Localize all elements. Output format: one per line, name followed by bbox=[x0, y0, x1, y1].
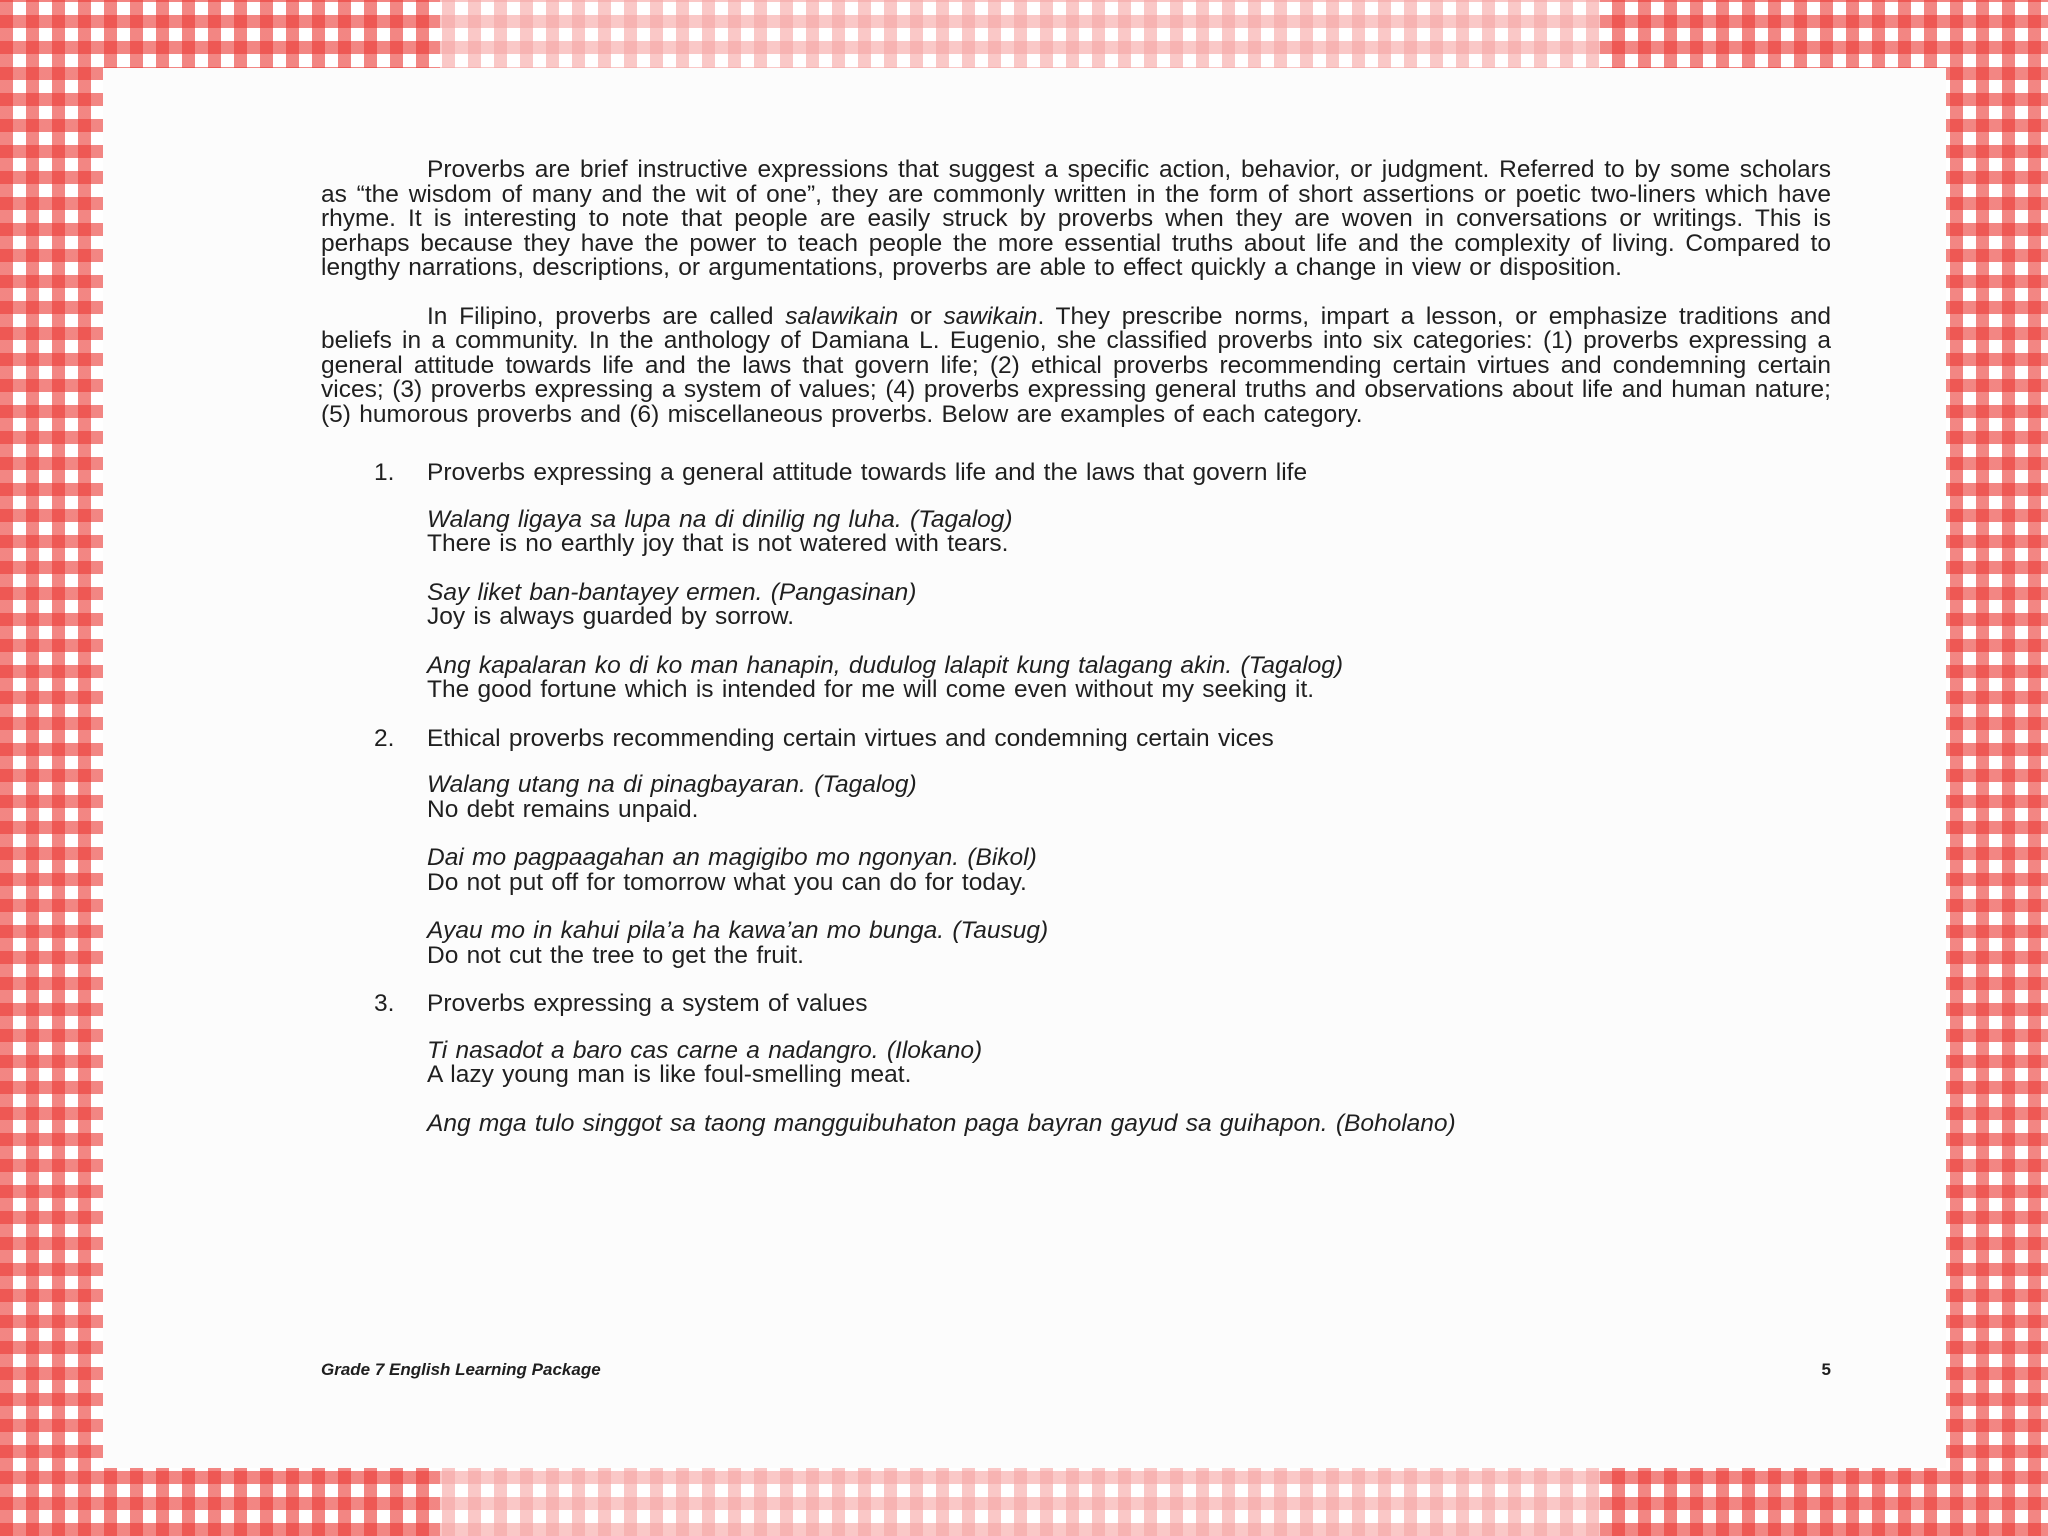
proverb-example bbox=[321, 1036, 1831, 1088]
proverb-example bbox=[321, 773, 1831, 822]
proverb-translation: Do not cut the tree to get the fruit. bbox=[427, 941, 804, 969]
proverb-translation: Joy is always guarded by sorrow. bbox=[427, 603, 794, 630]
category-title: Proverbs expressing a system of values bbox=[427, 990, 868, 1017]
paragraph-text: . They prescribe norms, impart a lesson, or emphasize traditions and beliefs in a community. In the anthology of Damiana L. Eugenio, she classified proverbs into six categories: (1) proverbs expressing a general attitude towards life and the laws that govern life; (2) ethical proverbs recommending certain virtues and condemning certain vices; (3) proverbs expressing a system of values; (4) proverbs expressing general truths and observations about life and human nature; (5) humorous proverbs and (6) miscellaneous proverbs. Below are examples of each category. bbox=[321, 302, 1831, 428]
proverb-original: Ang mga tulo singgot sa taong mangguibuhaton paga bayran gayud sa guihapon. (Boholano) bbox=[427, 1109, 1456, 1137]
proverb-example bbox=[321, 651, 1831, 703]
category-number: 1. bbox=[374, 459, 395, 486]
proverb-translation: There is no earthly joy that is not watered with tears. bbox=[427, 530, 1009, 557]
paragraph-text: or bbox=[898, 302, 944, 330]
proverb-original: Ang kapalaran ko di ko man hanapin, dudulog lalapit kung talagang akin. (Tagalog) bbox=[427, 651, 1344, 679]
gingham-border-bottom-fade bbox=[440, 1468, 1600, 1536]
proverb-original: Dai mo pagpaagahan an magigibo mo ngonyan. (Bikol) bbox=[427, 844, 1037, 871]
category-heading-2 bbox=[321, 724, 1831, 752]
category-title: Ethical proverbs recommending certain virtues and condemning certain vices bbox=[427, 724, 1274, 752]
proverb-translation: No debt remains unpaid. bbox=[427, 795, 699, 823]
proverb-example bbox=[321, 578, 1831, 630]
category-title: Proverbs expressing a general attitude towards life and the laws that govern life bbox=[427, 459, 1308, 486]
category-heading-1 bbox=[321, 461, 1831, 486]
page-footer bbox=[321, 1360, 1831, 1382]
gingham-border-top-fade bbox=[440, 0, 1600, 68]
filipino-proverbs-paragraph bbox=[321, 302, 1831, 428]
document-page bbox=[103, 68, 1946, 1468]
category-heading-3 bbox=[321, 992, 1831, 1017]
intro-paragraph: Proverbs are brief instructive expressions that suggest a specific action, behavior, or judgment. Referred to by some scholars as “the wisdom of many and the wit of one”, they are commonly written in the form of short assertions or poetic two-liners which have rhyme. It is interesting to note that people are easily struck by proverbs when they are woven in conversations or writings. This is perhaps because they have the power to teach people the more essential truths about life and the complexity of living. Compared to lengthy narrations, descriptions, or argumentations, proverbs are able to effect quickly a change in view or disposition. bbox=[321, 156, 1831, 281]
page-number: 5 bbox=[1821, 1360, 1831, 1379]
proverb-example bbox=[321, 1109, 1831, 1137]
proverb-translation: A lazy young man is like foul-smelling meat. bbox=[427, 1061, 912, 1088]
proverb-original: Ayau mo in kahui pila’a ha kawa’an mo bunga. (Tausug) bbox=[427, 917, 1049, 944]
proverb-translation: The good fortune which is intended for me will come even without my seeking it. bbox=[427, 676, 1315, 703]
proverb-original: Say liket ban-bantayey ermen. (Pangasinan) bbox=[427, 578, 917, 606]
paragraph-text: In Filipino, proverbs are called bbox=[427, 302, 786, 330]
term-salawikain: salawikain bbox=[785, 302, 899, 330]
proverb-translation: Do not put off for tomorrow what you can do for today. bbox=[427, 868, 1027, 896]
proverb-example bbox=[321, 919, 1831, 968]
proverb-original: Walang ligaya sa lupa na di dinilig ng luha. (Tagalog) bbox=[427, 505, 1013, 533]
proverb-original: Walang utang na di pinagbayaran. (Tagalog) bbox=[427, 771, 917, 798]
proverb-original: Ti nasadot a baro cas carne a nadangro. (Ilokano) bbox=[427, 1036, 983, 1064]
footer-title: Grade 7 English Learning Package bbox=[321, 1360, 601, 1379]
page-content bbox=[321, 158, 1831, 1160]
term-sawikain: sawikain bbox=[943, 302, 1038, 330]
category-number: 3. bbox=[374, 990, 395, 1017]
proverb-example bbox=[321, 846, 1831, 895]
category-number: 2. bbox=[374, 724, 395, 752]
proverb-example bbox=[321, 505, 1831, 557]
